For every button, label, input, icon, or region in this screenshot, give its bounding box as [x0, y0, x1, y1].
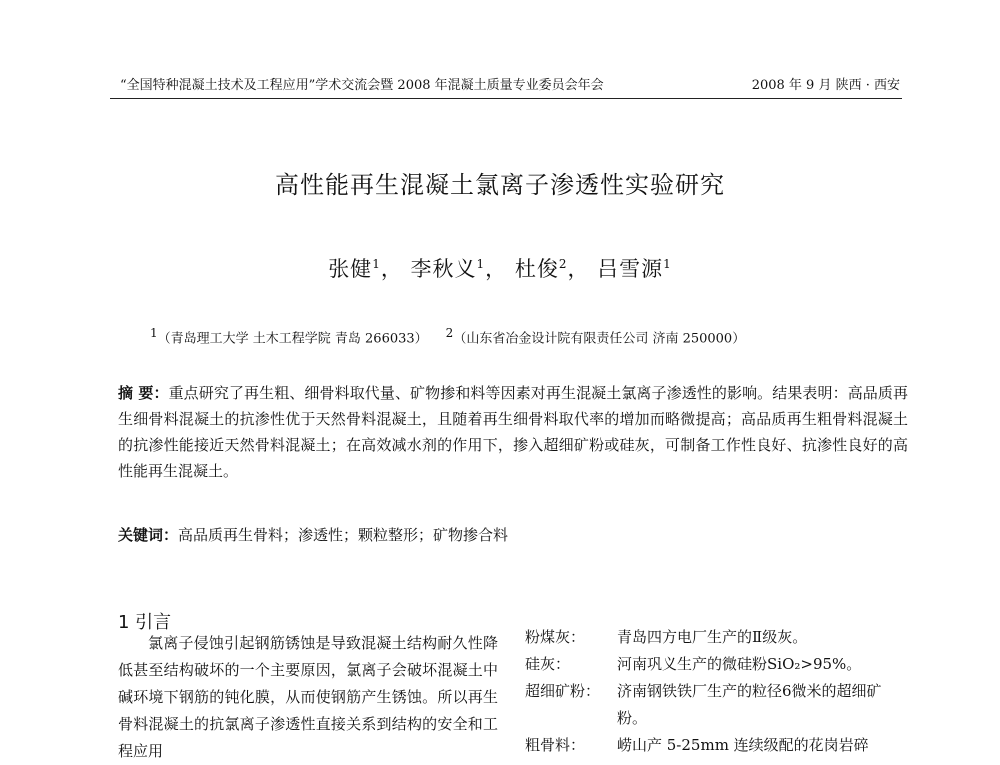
- material-item: [525, 678, 905, 732]
- material-desc: 河南巩义生产的微硅粉SiO₂>95%。: [617, 655, 862, 673]
- affiliation-mark: 1: [150, 326, 158, 340]
- abstract-text: 重点研究了再生粗、细骨料取代量、矿物掺和料等因素对再生混凝土氯离子渗透性的影响。结果表明：高品质再生细骨料混凝土的抗渗性优于天然骨料混凝土，且随着再生细骨料取代率的增加而略微提高；高品质再生粗骨料混凝土的抗渗性能接近天然骨料混凝土；在高效减水剂的作用下，掺入超细矿粉或硅灰，可制备工作性良好、抗渗性良好的高性能再生混凝土。: [118, 384, 908, 480]
- author-name: 李秋义: [410, 257, 477, 281]
- intro-paragraph: 氯离子侵蚀引起钢筋锈蚀是导致混凝土结构耐久性降低甚至结构破坏的一个主要原因，氯离子会破坏混凝土中碱环境下钢筋的钝化膜，从而使钢筋产生锈蚀。所以再生骨料混凝土的抗氯离子渗透性直接关系到结构的安全和工程应用: [118, 634, 498, 760]
- author-affiliation-mark: 2: [558, 257, 568, 271]
- header-rule: [110, 98, 902, 99]
- material-name: 粗骨料：: [525, 736, 586, 754]
- material-name: 硅灰：: [525, 655, 571, 673]
- keywords-text: 高品质再生骨料；渗透性；颗粒整形；矿物掺合料: [178, 526, 509, 544]
- keywords-label: 关键词：: [118, 526, 179, 544]
- affiliation-text: （山东省冶金设计院有限责任公司 济南 250000）: [453, 331, 746, 347]
- author-separator: ，: [380, 257, 403, 281]
- material-item: [525, 624, 905, 651]
- abstract: [118, 380, 908, 484]
- conference-name: “全国特种混凝土技术及工程应用”学术交流会暨 2008 年混凝土质量专业委员会年会: [120, 78, 604, 93]
- author-separator: ，: [485, 257, 508, 281]
- author-affiliation-mark: 1: [663, 257, 672, 271]
- material-desc: 济南钢铁铁厂生产的粒径6微米的超细矿粉。: [617, 682, 882, 727]
- paper-title: 高性能再生混凝土氯离子渗透性实验研究: [275, 171, 725, 199]
- author-affiliation-mark: 1: [476, 257, 486, 271]
- material-item: [525, 732, 905, 759]
- conference-date-place: 2008 年 9 月 陕西 · 西安: [751, 78, 900, 93]
- material-name: 粉煤灰：: [525, 628, 586, 646]
- material-item: [525, 651, 905, 678]
- author-name: 杜俊: [514, 257, 559, 281]
- abstract-label: 摘 要：: [118, 384, 169, 402]
- materials-list: [525, 624, 905, 759]
- author-separator: ，: [567, 257, 590, 281]
- material-desc: 青岛四方电厂生产的Ⅱ级灰。: [617, 628, 808, 646]
- affiliation-mark: 2: [445, 326, 454, 340]
- section-heading: 1 引言: [118, 612, 172, 633]
- author-list: [0, 253, 1000, 283]
- affiliation-text: （青岛理工大学 土木工程学院 青岛 266033）: [157, 331, 428, 347]
- material-desc: 崂山产 5-25mm 连续级配的花岗岩碎: [617, 736, 869, 754]
- keywords: [118, 522, 908, 548]
- author-affiliation-mark: 1: [372, 257, 381, 271]
- author-name: 吕雪源: [597, 257, 664, 281]
- author-name: 张健: [328, 257, 373, 281]
- material-name: 超细矿粉：: [525, 682, 601, 700]
- running-header: [110, 76, 900, 96]
- affiliations: [150, 326, 950, 346]
